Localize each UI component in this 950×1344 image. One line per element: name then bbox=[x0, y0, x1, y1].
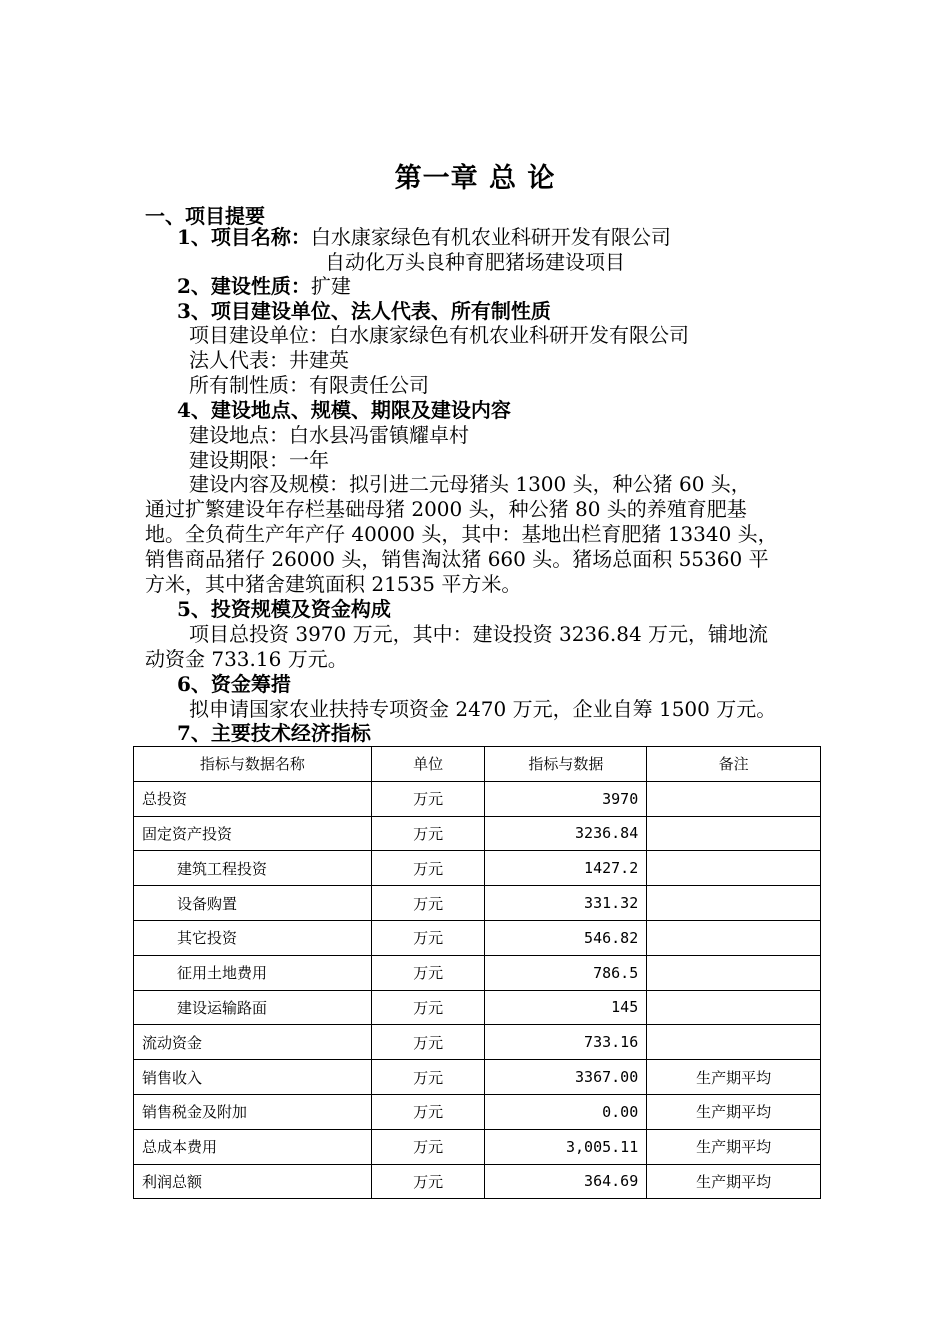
row-name: 设备购置 bbox=[134, 886, 372, 921]
row-value: 364.69 bbox=[485, 1164, 647, 1199]
row-unit: 万元 bbox=[371, 1129, 485, 1164]
indicator-table bbox=[133, 746, 821, 1199]
table-row bbox=[134, 920, 821, 955]
content-line: 销售商品猪仔 26000 头，销售淘汰猪 660 头。猪场总面积 55360 平 bbox=[145, 547, 769, 571]
project-name-label: 1、项目名称： bbox=[177, 225, 311, 249]
row-value: 3,005.11 bbox=[485, 1129, 647, 1164]
row-name: 征用土地费用 bbox=[134, 955, 372, 990]
investment-line: 动资金 733.16 万元。 bbox=[145, 647, 348, 671]
row-name: 利润总额 bbox=[134, 1164, 372, 1199]
table-row bbox=[134, 1164, 821, 1199]
row-unit: 万元 bbox=[371, 851, 485, 886]
funding-text: 拟申请国家农业扶持专项资金 2470 万元，企业自筹 1500 万元。 bbox=[189, 697, 777, 721]
content-line: 通过扩繁建设年存栏基础母猪 2000 头，种公猪 80 头的养殖育肥基 bbox=[145, 497, 747, 521]
row-name: 其它投资 bbox=[134, 920, 372, 955]
construction-unit: 项目建设单位：白水康家绿色有机农业科研开发有限公司 bbox=[189, 323, 689, 347]
header-cell: 单位 bbox=[371, 747, 485, 782]
row-name: 建设运输路面 bbox=[134, 990, 372, 1025]
row-unit: 万元 bbox=[371, 1025, 485, 1060]
table-header-row bbox=[134, 747, 821, 782]
project-name bbox=[177, 225, 671, 250]
row-unit: 万元 bbox=[371, 781, 485, 816]
row-value: 0.00 bbox=[485, 1094, 647, 1129]
legal-representative: 法人代表：井建英 bbox=[189, 348, 349, 372]
row-name: 总成本费用 bbox=[134, 1129, 372, 1164]
row-name: 总投资 bbox=[134, 781, 372, 816]
row-name: 建筑工程投资 bbox=[134, 851, 372, 886]
content-line: 地。全负荷生产年产仔 40000 头，其中：基地出栏育肥猪 13340 头， bbox=[145, 522, 778, 546]
row-note: 生产期平均 bbox=[647, 1129, 821, 1164]
row-note bbox=[647, 990, 821, 1025]
header-cell: 指标与数据名称 bbox=[134, 747, 372, 782]
row-name: 流动资金 bbox=[134, 1025, 372, 1060]
construction-place: 建设地点：白水县冯雷镇耀卓村 bbox=[189, 423, 469, 447]
row-note bbox=[647, 955, 821, 990]
row-value: 733.16 bbox=[485, 1025, 647, 1060]
row-name: 固定资产投资 bbox=[134, 816, 372, 851]
ownership-nature: 所有制性质：有限责任公司 bbox=[189, 373, 429, 397]
item5-heading: 5、投资规模及资金构成 bbox=[177, 597, 391, 621]
header-cell: 指标与数据 bbox=[485, 747, 647, 782]
item3-heading: 3、项目建设单位、法人代表、所有制性质 bbox=[177, 299, 551, 323]
row-unit: 万元 bbox=[371, 990, 485, 1025]
header-cell: 备注 bbox=[647, 747, 821, 782]
table-row bbox=[134, 816, 821, 851]
row-note: 生产期平均 bbox=[647, 1060, 821, 1095]
table-row bbox=[134, 886, 821, 921]
row-value: 546.82 bbox=[485, 920, 647, 955]
content-line: 方米，其中猪舍建筑面积 21535 平方米。 bbox=[145, 572, 522, 596]
row-unit: 万元 bbox=[371, 1164, 485, 1199]
row-note bbox=[647, 816, 821, 851]
row-name: 销售税金及附加 bbox=[134, 1094, 372, 1129]
row-value: 3367.00 bbox=[485, 1060, 647, 1095]
investment-line: 项目总投资 3970 万元，其中：建设投资 3236.84 万元，铺地流 bbox=[189, 622, 769, 646]
table-row bbox=[134, 781, 821, 816]
row-value: 3970 bbox=[485, 781, 647, 816]
section-heading: 一、项目提要 bbox=[145, 204, 265, 228]
table-row bbox=[134, 990, 821, 1025]
row-note bbox=[647, 851, 821, 886]
table-row bbox=[134, 955, 821, 990]
construction-nature bbox=[177, 274, 351, 299]
row-note: 生产期平均 bbox=[647, 1164, 821, 1199]
row-value: 786.5 bbox=[485, 955, 647, 990]
construction-period: 建设期限：一年 bbox=[189, 448, 329, 472]
row-value: 331.32 bbox=[485, 886, 647, 921]
row-note bbox=[647, 886, 821, 921]
item6-heading: 6、资金筹措 bbox=[177, 672, 291, 696]
table-row bbox=[134, 851, 821, 886]
row-unit: 万元 bbox=[371, 816, 485, 851]
project-name-line1: 白水康家绿色有机农业科研开发有限公司 bbox=[310, 225, 671, 249]
row-name: 销售收入 bbox=[134, 1060, 372, 1095]
row-note bbox=[647, 1025, 821, 1060]
row-note bbox=[647, 781, 821, 816]
construction-nature-value: 扩建 bbox=[310, 274, 351, 298]
table-row bbox=[134, 1060, 821, 1095]
row-unit: 万元 bbox=[371, 955, 485, 990]
table-row bbox=[134, 1025, 821, 1060]
row-unit: 万元 bbox=[371, 920, 485, 955]
row-value: 1427.2 bbox=[485, 851, 647, 886]
row-unit: 万元 bbox=[371, 1094, 485, 1129]
row-unit: 万元 bbox=[371, 886, 485, 921]
item7-heading: 7、主要技术经济指标 bbox=[177, 721, 371, 745]
content-line: 建设内容及规模：拟引进二元母猪头 1300 头，种公猪 60 头， bbox=[189, 472, 751, 496]
table-row bbox=[134, 1129, 821, 1164]
row-note bbox=[647, 920, 821, 955]
construction-nature-label: 2、建设性质： bbox=[177, 274, 311, 298]
chapter-title: 第一章 总 论 bbox=[394, 163, 556, 194]
table-row bbox=[134, 1094, 821, 1129]
project-name-line2: 自动化万头良种育肥猪场建设项目 bbox=[325, 250, 625, 274]
row-value: 145 bbox=[485, 990, 647, 1025]
row-unit: 万元 bbox=[371, 1060, 485, 1095]
row-note: 生产期平均 bbox=[647, 1094, 821, 1129]
item4-heading: 4、建设地点、规模、期限及建设内容 bbox=[177, 398, 511, 422]
row-value: 3236.84 bbox=[485, 816, 647, 851]
